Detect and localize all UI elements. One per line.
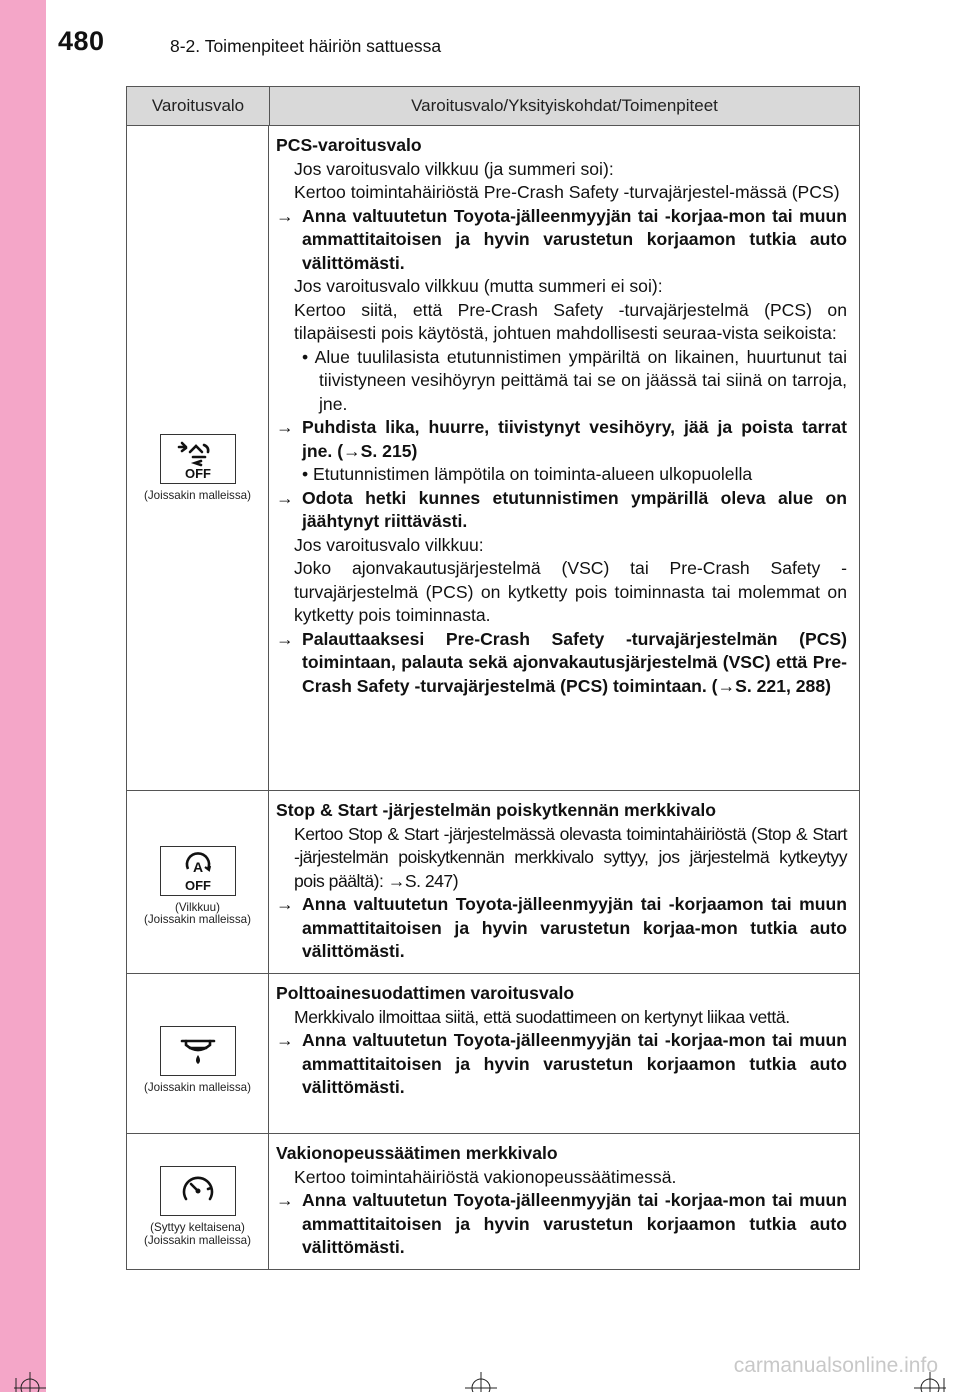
icon-cell <box>127 126 269 790</box>
bullet-text: • Alue tuulilasista etutunnistimen ympäriltä on likainen, huurtunut tai tiivistyneen vesihöyryn peittämä tai se on jäässä tai siinä on tarroja, jne. <box>302 346 847 414</box>
description-text: Kertoo Stop & Start -järjestelmässä olevasta toimintahäiriöstä (Stop & Start -järjestelmän poiskytkennän merkkivalo syttyy, jos järjestelmä kytkeytyy pois päältä): →S. 247) <box>294 823 847 891</box>
icon-caption: (Vilkkuu) (Joissakin malleissa) <box>144 900 251 926</box>
cruise-control-icon <box>160 1166 236 1216</box>
icon-caption: (Joissakin malleissa) <box>144 1081 251 1095</box>
table-row-pcs <box>127 126 859 791</box>
row-title: Polttoainesuodattimen varoitusvalo <box>276 983 575 1003</box>
row-title: PCS-varoitusvalo <box>276 135 422 155</box>
watermark: carmanualsonline.info <box>733 1354 938 1377</box>
warning-light-table <box>126 86 860 1270</box>
page-number: 480 <box>58 26 105 56</box>
icon-cell <box>127 974 269 1133</box>
stop-start-off-icon <box>160 846 236 896</box>
details-cell <box>269 1134 859 1269</box>
icon-caption: (Joissakin malleissa) <box>144 488 251 502</box>
description-text: Joko ajonvakautusjärjestelmä (VSC) tai Pre-Crash Safety -turvajärjestelmä (PCS) on kytketty pois toiminnasta tai molemmat on kytketty pois toiminnasta. <box>294 558 847 625</box>
arrow-icon: → <box>276 628 294 649</box>
details-cell <box>269 126 859 790</box>
description-text: Merkkivalo ilmoittaa siitä, että suodattimeen on kertynyt liikaa vettä. <box>294 1006 790 1027</box>
col-header-warning-light: Varoitusvalo <box>127 87 270 125</box>
description-text: Kertoo siitä, että Pre-Crash Safety -turvajärjestelmä (PCS) on tilapäisesti pois käytöstä, johtuen mahdollisesti seuraa-vista seikoista: <box>294 299 847 343</box>
arrow-icon: → <box>276 487 294 508</box>
table-row-stop-start <box>127 791 859 974</box>
arrow-icon: → <box>276 894 294 914</box>
bullet-text: • Etutunnistimen lämpötila on toiminta-alueen ulkopuolella <box>302 464 753 484</box>
table-header <box>127 87 859 126</box>
details-cell <box>269 791 859 973</box>
arrow-icon: → <box>276 1030 294 1050</box>
arrow-icon: → <box>276 1190 294 1210</box>
row-title: Vakionopeussäätimen merkkivalo <box>276 1143 558 1163</box>
icon-cell <box>127 791 269 973</box>
col-header-details: Varoitusvalo/Yksityiskohdat/Toimenpiteet <box>411 96 718 115</box>
arrow-icon: → <box>276 417 294 437</box>
action-text: → Odota hetki kunnes etutunnistimen ympärillä oleva alue on jäähtynyt riittävästi. <box>276 487 847 531</box>
description-text: Kertoo toimintahäiriöstä vakionopeussäätimessä. <box>294 1166 677 1187</box>
description-text: Kertoo toimintahäiriöstä Pre-Crash Safety -turvajärjestel-mässä (PCS) <box>294 182 840 202</box>
condition-text: Jos varoitusvalo vilkkuu (mutta summeri ei soi): <box>294 276 663 296</box>
page-side-tab <box>0 0 46 1392</box>
svg-text:A: A <box>192 858 203 875</box>
action-text: → Anna valtuutetun Toyota-jälleenmyyjän tai -korjaa-mon tai muun ammattitaitoisen ja hyvin varustetun korjaamon tutkia auto välittömästi. <box>276 1190 847 1257</box>
icon-cell <box>127 1134 269 1269</box>
action-text: → Anna valtuutetun Toyota-jälleenmyyjän tai -korjaa-mon tai muun ammattitaitoisen ja hyvin varustetun korjaamon tutkia auto välittömästi. <box>276 205 847 273</box>
action-text: → Anna valtuutetun Toyota-jälleenmyyjän tai -korjaamon tai muun ammattitaitoisen ja hyvin varustetun korjaa-mon tutkia auto välittömästi. <box>276 894 847 961</box>
icon-caption: (Syttyy keltaisena) (Joissakin malleissa) <box>144 1221 251 1247</box>
arrow-icon: → <box>276 205 294 226</box>
section-title: 8-2. Toimenpiteet häiriön sattuessa <box>170 36 442 56</box>
action-text: → Palauttaaksesi Pre-Crash Safety -turvajärjestelmän (PCS) toimintaan, palauta sekä ajonvakautusjärjestelmä (VSC) että Pre-Crash Safety -turvajärjestelmä (PCS) toimintaan. (→S. 221, 288) <box>276 628 847 696</box>
fuel-filter-icon <box>160 1026 236 1076</box>
details-cell <box>269 974 859 1133</box>
row-title: Stop & Start -järjestelmän poiskytkennän merkkivalo <box>276 800 716 820</box>
condition-text: Jos varoitusvalo vilkkuu: <box>294 534 484 555</box>
svg-text:OFF: OFF <box>184 877 211 893</box>
table-row-fuel-filter <box>127 974 859 1134</box>
svg-text:OFF: OFF <box>184 465 211 481</box>
condition-text: Jos varoitusvalo vilkkuu (ja summeri soi): <box>294 158 614 179</box>
action-text: → Puhdista lika, huurre, tiivistynyt vesihöyry, jää ja poista tarrat jne. (→S. 215) <box>276 417 847 461</box>
pcs-off-icon <box>160 434 236 484</box>
table-row-cruise-control <box>127 1134 859 1270</box>
action-text: → Anna valtuutetun Toyota-jälleenmyyjän tai -korjaa-mon tai muun ammattitaitoisen ja hyvin varustetun korjaamon tutkia auto välittömästi. <box>276 1030 847 1097</box>
